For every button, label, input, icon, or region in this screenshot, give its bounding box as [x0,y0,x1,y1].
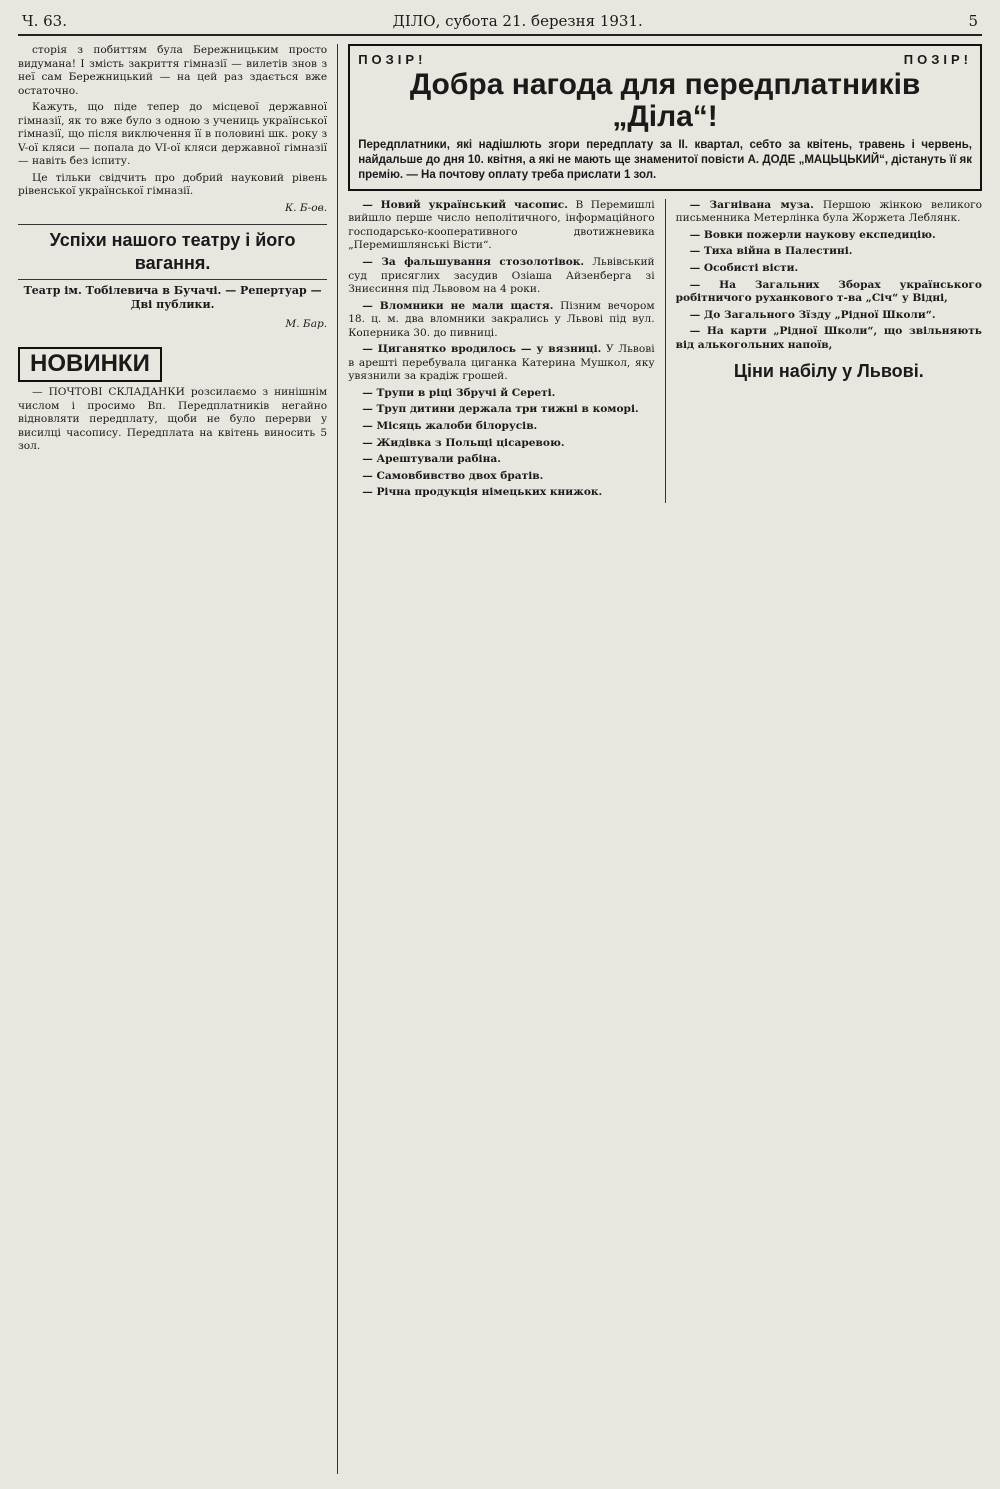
news-item: — Циганятко вродилось — у вязниці. У Львові в арешті перебувала циганка Катерина Мушкол, яку увязнили за крадіж грошей. [348,343,655,383]
page-header [18,10,982,36]
column-divider [665,199,666,503]
column-divider [337,44,338,1474]
news-item: — До Загального Зїзду „Рідної Школи“. [689,308,936,321]
news-item: — Жидівка з Польщі цісаревою. [362,436,565,449]
article-subtitle: Театр ім. Тобілевича в Бучачі. — Репертуар — Дві публики. [23,283,322,311]
issue-number: Ч. 63. [22,12,67,30]
masthead-date: ДІЛО, субота 21. березня 1931. [392,12,643,30]
news-item: — Трупи в ріці Збручі й Сереті. [362,386,556,399]
page-number: 5 [968,12,978,30]
news-item: — Труп дитини держала три тижні в коморі. [362,403,639,416]
column-2 [348,199,654,503]
article-title: Успіхи нашого театру і його вагання. [18,224,327,280]
author-signature: М. Бар. [285,317,328,330]
intro-paragraph: Це тільки свідчить про добрий науковий рівень рівенської української гімназії. [18,171,328,198]
news-item: — Арештували рабіна. [362,453,501,466]
section-title-novynky: НОВИНКИ [18,347,162,382]
news-item: — Загнівана муза. Першою жінкою великого письменника Метерлінка була Жоржета Леблянк. [675,198,982,225]
pozir-left: ПОЗІР! [358,52,427,67]
news-item: — Самовбивство двох братів. [362,469,544,482]
news-item: — Вовки пожерли наукову експедицію. [689,228,936,241]
author-signature: К. Б-ов. [284,202,328,215]
news-item: — За фальшування стозолотівок. Львівський суд присяглих засудив Озіаша Айзенберга зі Зниєсиння під Львовом на 4 роки. [348,256,655,296]
pozir-right: ПОЗІР! [903,52,972,67]
news-item: — На карти „Рідної Школи“, що звільняють від алькогольних напоїв, [675,325,982,351]
news-item: — Річна продукція німецьких книжок. [362,486,603,499]
column-3 [676,199,982,503]
news-item: — Тиха війна в Палестині. [689,245,853,258]
news-item: — Вломники не мали щастя. Пізним вечором 18. ц. м. два вломники закрались у Львові під вул. Коперника 30. до пивниці. [348,299,655,339]
news-item: — На Загальних Зборах українського робітничого руханкового т-ва „Січ“ у Відні, [675,278,982,305]
promo-lead: Передплатники, які надішлють згори передплату за II. квартал, себто за квітень, травень і червень, найдальше до дня 10. квітня, а які не мають ще знаменитої повісти А. ДОДЕ „МАЦЬЦЬКИЙ“, дістануть її як премію. — На почтову оплату треба прислати 1 зол. [358,139,972,181]
intro-paragraph: сторія з побиттям була Бережницьким просто видумана! І змість закриття гімназії — вилетів знов з неї сам Бережницький — на цей раз здається вже остаточно. [18,44,328,97]
news-item: — Місяць жалоби білорусів. [362,420,538,433]
prices-title: Ціни набілу у Львові. [733,361,924,382]
intro-paragraph: Кажуть, що піде тепер до місцевої державної гімназії, як то вже було з одною з учениць української гімназії, що після виключення її в половині шк. року з V-ої кляси — попала до VI-ої кляси державної гімназії — навіть без іспиту. [18,101,328,168]
news-item: — Новий український часопис. В Перемишлі вийшло перше число неполітичного, інформаційного господарсько-кооперативного двотижневика „Перемишлянські Вісти“. [348,198,655,252]
subscription-notice: — ПОЧТОВІ СКЛАДАНКИ розсилаємо з нинішнім числом і просимо Вп. Передплатників негайно відновляти передплату, щоби не було перерви у висилці часопису. Передплата на квітень виносить 5 зол. [18,386,328,453]
news-item: — Особисті вісти. [689,262,799,274]
promo-headline: Добра нагода для передплатників „Діла“! [409,68,921,133]
column-1 [18,44,327,1474]
promo-box [348,44,982,191]
